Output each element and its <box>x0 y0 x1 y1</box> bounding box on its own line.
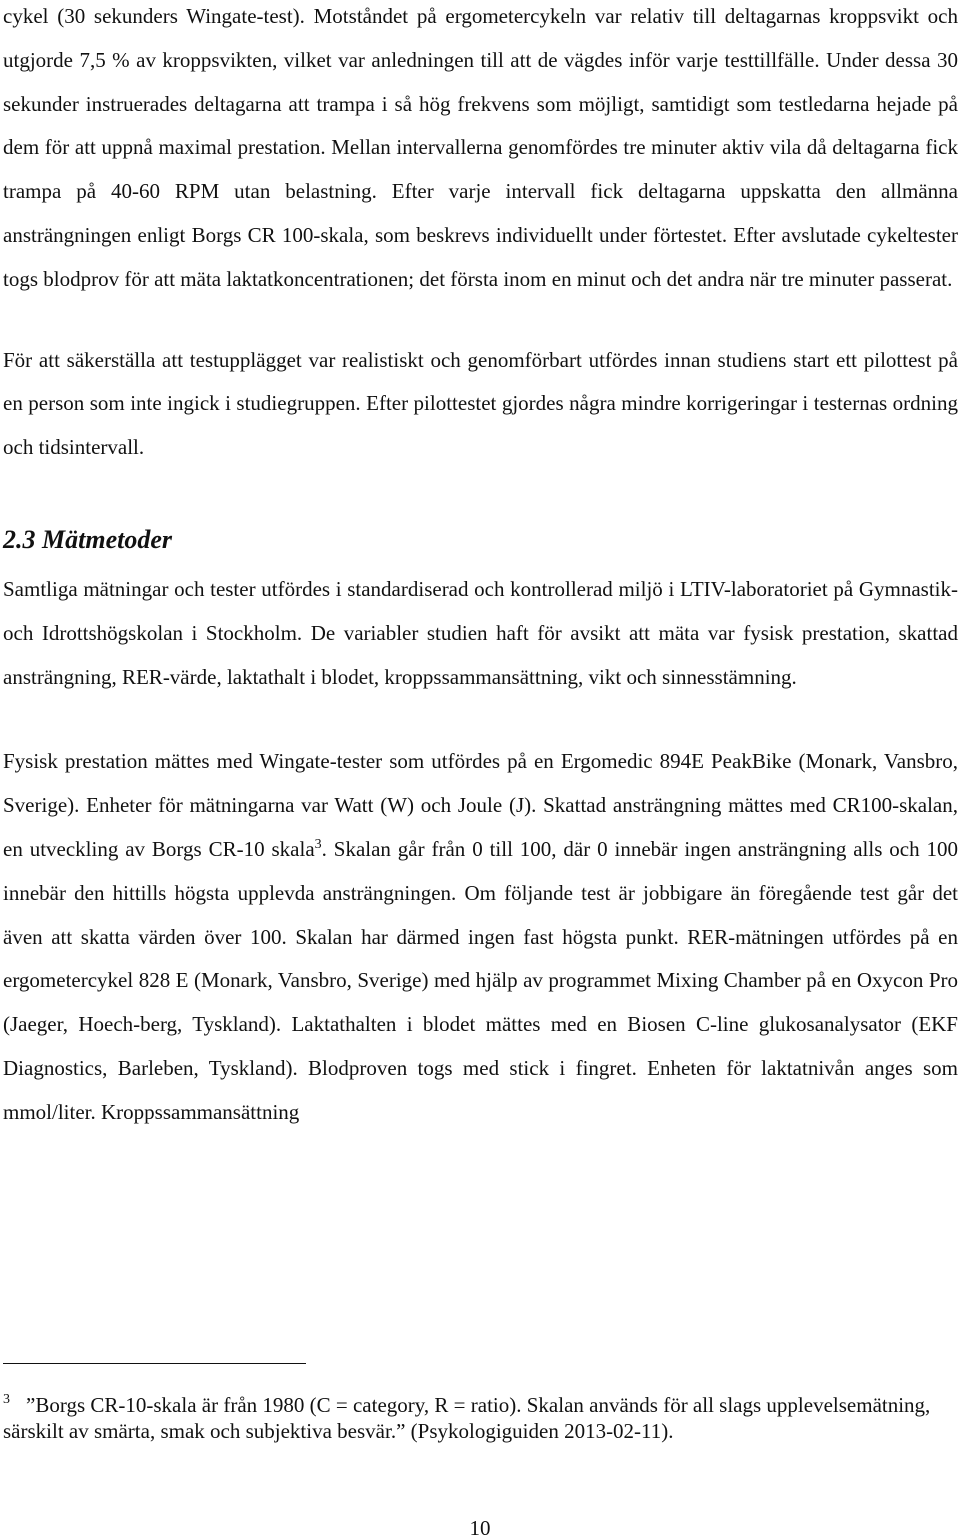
paragraph-measurement-methods <box>3 740 958 1134</box>
footnote-text: ”Borgs CR-10-skala är från 1980 (C = category, R = ratio). Skalan används för all slags upplevelsemätning, särskilt av smärta, smak och subjektiva besvär.” (Psykologiguiden 2013-02-11). <box>3 1393 931 1443</box>
footnote-marker: 3 <box>3 1392 10 1407</box>
paragraph-text-part: . Skalan går från 0 till 100, där 0 innebär ingen ansträngning alls och 100 innebär den hittills högsta upplevda ansträngningen. Om följande test är jobbigare än föregående test går det även att skatta värden över 100. Skalan har därmed ingen fast högsta punkt. RER-mätningen utfördes på en ergometercykel 828 E (Monark, Vansbro, Sverige) med hjälp av programmet Mixing Chamber på en Oxycon Pro (Jaeger, Hoech-berg, Tyskland). Laktathalten i blodet mättes med en Biosen C-line glukosanalysator (EKF Diagnostics, Barleben, Tyskland). Blodproven togs med stick i fingret. Enheten för laktatnivån anges som mmol/liter. Kroppssammansättning <box>3 836 958 1124</box>
paragraph-measurements-overview: Samtliga mätningar och tester utfördes i standardiserad och kontrollerad miljö i LTIV-laboratoriet på Gymnastik- och Idrottshögskolan i Stockholm. De variabler studien haft för avsikt att mäta var fysisk prestation, skattad ansträngning, RER-värde, laktathalt i blodet, kroppssammansättning, vikt och sinnesstämning. <box>3 576 958 689</box>
page-body <box>3 0 958 1135</box>
footnote-reference: 3 <box>314 836 322 852</box>
page-number: 10 <box>469 1516 491 1540</box>
section-heading: 2.3 Mätmetoder <box>3 524 172 554</box>
paragraph-pilot-test: För att säkerställa att testupplägget var realistiskt och genomförbart utfördes innan studiens start ett pilottest på en person som inte ingick i studiegruppen. Efter pilottestet gjordes några mindre korrigeringar i testernas ordning och tidsintervall. <box>3 347 958 460</box>
footnote <box>3 1392 948 1444</box>
paragraph-text-part: Fysisk prestation mättes med Wingate-tester som utfördes på en Ergomedic 894E PeakBike (Monark, Vansbro, Sverige). Enheter för mätningarna var Watt (W) och Joule (J). Skattad ansträngning mättes med CR100-skalan, en utveckling av Borgs CR-10 skala <box>3 749 958 861</box>
paragraph-wingate-procedure: cykel (30 sekunders Wingate-test). Motståndet på ergometercykeln var relativ till deltagarnas kroppsvikt och utgjorde 7,5 % av kroppsvikten, vilket var anledningen till att de vägdes inför varje testtillfälle. Under dessa 30 sekunder instruerades deltagarna att trampa i så hög frekvens som möjligt, samtidigt som testledarna hejade på dem för att uppnå maximal prestation. Mellan intervallerna genomfördes tre minuter aktiv vila då deltagarna fick trampa på 40-60 RPM utan belastning. Efter varje intervall fick deltagarna uppskatta den allmänna ansträngningen enligt Borgs CR 100-skala, som beskrevs individuellt under förtestet. Efter avslutade cykeltester togs blodprov för att mäta laktatkoncentrationen; det första inom en minut och det andra när tre minuter passerat. <box>3 4 958 291</box>
footnote-separator <box>3 1363 306 1364</box>
